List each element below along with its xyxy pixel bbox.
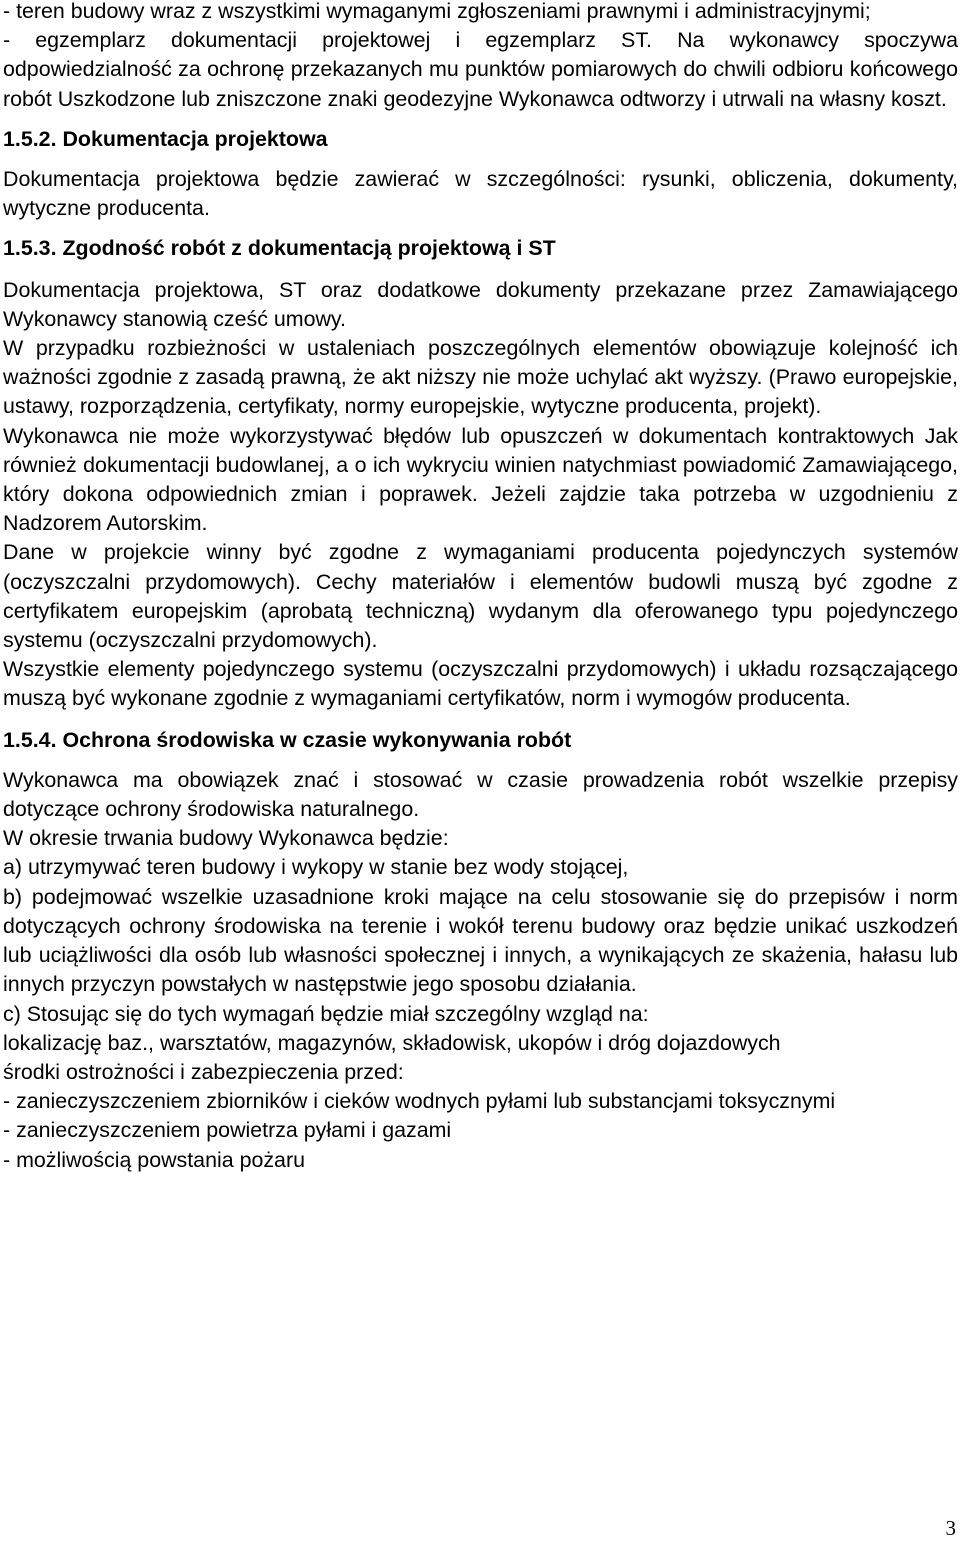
- section-1-5-3-paragraph-2: W przypadku rozbieżności w ustaleniach poszczególnych elementów obowiązuje kolejność ich ważności zgodnie z zasadą prawną, że akt niższy nie może uchylać akt wyższy. (Prawo europejskie, ustawy, rozporządzenia, certyfikaty, normy europejskie, wytyczne producenta, projekt).: [3, 336, 958, 419]
- intro-paragraph-2: - egzemplarz dokumentacji projektowej i egzemplarz ST. Na wykonawcy spoczywa odpowiedzialność za ochronę przekazanych mu punktów pomiarowych do chwili odbioru końcowego robót Uszkodzone lub zniszczone znaki geodezyjne Wykonawca odtworzy i utrwali na własny koszt.: [3, 28, 958, 111]
- section-heading-1-5-3: 1.5.3. Zgodność robót z dokumentacją projektową i ST: [3, 236, 556, 261]
- list-item-c: c) Stosując się do tych wymagań będzie miał szczególny wzgląd na:: [3, 1001, 649, 1026]
- dash-item-fire-risk: - możliwością powstania pożaru: [3, 1147, 305, 1172]
- intro-paragraph-1: - teren budowy wraz z wszystkimi wymaganymi zgłoszeniami prawnymi i administracyjnymi;: [3, 0, 871, 23]
- section-1-5-3-paragraph-4: Dane w projekcie winny być zgodne z wymaganiami producenta pojedynczych systemów (oczyszczalni przydomowych). Cechy materiałów i elementów budowli muszą być zgodne z certyfikatem europejskim (aprobatą techniczną) wydanym dla oferowanego typu pojedynczego systemu (oczyszczalni przydomowych).: [3, 540, 958, 653]
- section-1-5-3-paragraph-3: Wykonawca nie może wykorzystywać błędów lub opuszczeń w dokumentach kontraktowych Jak również dokumentacji budowlanej, a o ich wykryciu winien natychmiast powiadomić Zamawiającego, który dokona odpowiednich zmian i poprawek. Jeżeli zajdzie taka potrzeba w uzgodnieniu z Nadzorem Autorskim.: [3, 423, 958, 536]
- page-number: 3: [945, 1516, 956, 1540]
- dash-item-water-pollution: - zanieczyszczeniem zbiorników i cieków wodnych pyłami lub substancjami toksycznymi: [3, 1089, 836, 1114]
- list-item-b: b) podejmować wszelkie uzasadnione kroki mające na celu stosowanie się do przepisów i norm dotyczących ochrony środowiska na terenie i wokół terenu budowy oraz będzie unikać uszkodzeń lub uciążliwości dla osób lub własności społecznej i innych, a wynikających ze skażenia, hałasu lub innych przyczyn powstałych w następstwie jego sposobu działania.: [3, 884, 958, 997]
- text-line-precautions: środki ostrożności i zabezpieczenia przed:: [3, 1059, 404, 1084]
- text-line-locations: lokalizację baz., warsztatów, magazynów, składowisk, ukopów i dróg dojazdowych: [3, 1030, 781, 1055]
- section-1-5-3-paragraph-5: Wszystkie elementy pojedynczego systemu (oczyszczalni przydomowych) i układu rozsączającego muszą być wykonane zgodnie z wymaganiami certyfikatów, norm i wymogów producenta.: [3, 657, 958, 711]
- section-1-5-3-paragraph-1: Dokumentacja projektowa, ST oraz dodatkowe dokumenty przekazane przez Zamawiającego Wykonawcy stanowią cześć umowy.: [3, 277, 958, 331]
- section-heading-1-5-4: 1.5.4. Ochrona środowiska w czasie wykonywania robót: [3, 727, 572, 752]
- section-heading-1-5-2: 1.5.2. Dokumentacja projektowa: [3, 126, 328, 151]
- section-1-5-2-paragraph-1: Dokumentacja projektowa będzie zawierać w szczególności: rysunki, obliczenia, dokumenty, wytyczne producenta.: [3, 167, 958, 221]
- document-page: [3, 0, 958, 1175]
- section-1-5-4-paragraph-1: Wykonawca ma obowiązek znać i stosować w czasie prowadzenia robót wszelkie przepisy dotyczące ochrony środowiska naturalnego.: [3, 767, 958, 822]
- section-1-5-4-paragraph-2: W okresie trwania budowy Wykonawca będzie:: [3, 826, 449, 851]
- dash-item-air-pollution: - zanieczyszczeniem powietrza pyłami i gazami: [3, 1118, 452, 1143]
- list-item-a: a) utrzymywać teren budowy i wykopy w stanie bez wody stojącej,: [3, 855, 629, 880]
